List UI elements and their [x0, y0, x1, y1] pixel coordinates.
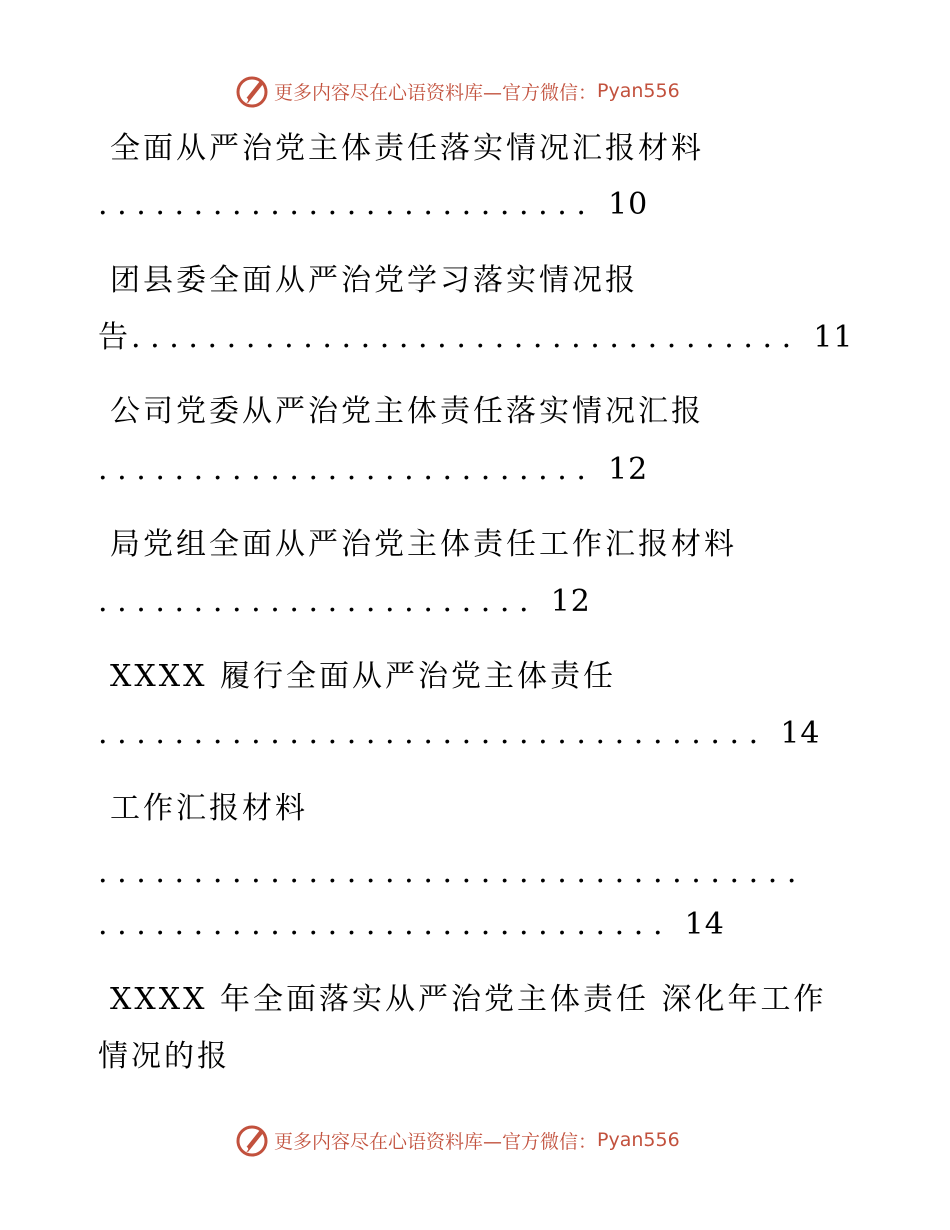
watermark-text: 更多内容尽在心语资料库—官方微信： [274, 1130, 598, 1153]
toc-page-number: 10 [608, 187, 649, 222]
toc-entry-4-title[interactable]: 局党组全面从严治党主体责任工作汇报材料 [110, 527, 737, 562]
toc-entry-6-leader-full [98, 853, 806, 893]
watermark-id: Pyan556 [597, 1129, 680, 1151]
toc-entry-1-title[interactable]: 全面从严治党主体责任落实情况汇报材料 [110, 131, 704, 166]
toc-page-number: 14 [780, 716, 821, 751]
toc-dot-leader: ..................................... [98, 855, 807, 890]
toc-entry-7-title-continuation: 情况的报 [98, 1039, 230, 1074]
watermark-text: 更多内容尽在心语资料库—官方微信： [274, 81, 598, 104]
toc-page-number: 12 [608, 452, 649, 487]
quill-pen-logo-icon [234, 1122, 270, 1158]
toc-entry-3-title[interactable]: 公司党委从严治党主体责任落实情况汇报 [110, 394, 704, 429]
toc-entry-3-leader [98, 450, 648, 490]
toc-dot-leader: ................................... [131, 320, 801, 355]
toc-page-number: 12 [550, 584, 591, 619]
toc-entry-1-leader [98, 185, 648, 225]
toc-dot-leader: .......................... [98, 452, 596, 487]
toc-entry-6-leader [98, 905, 725, 945]
toc-dot-leader: ....................... [98, 584, 539, 619]
toc-entry-5-leader [98, 714, 821, 754]
toc-dot-leader: ................................... [98, 716, 768, 751]
toc-dot-leader: .......................... [98, 187, 596, 222]
watermark-banner-bottom [234, 1120, 680, 1160]
toc-entry-2-leader [98, 318, 854, 358]
toc-entry-5-title[interactable]: XXXX 履行全面从严治党主体责任 [110, 659, 616, 694]
toc-entry-6-title[interactable]: 工作汇报材料 [110, 791, 308, 826]
toc-page-number: 14 [684, 907, 725, 942]
toc-entry-4-leader [98, 582, 591, 622]
toc-entry-2-title[interactable]: 团县委全面从严治党学习落实情况报 [110, 263, 638, 298]
toc-entry-7-title[interactable]: XXXX 年全面落实从严治党主体责任 深化年工作 [110, 982, 827, 1017]
toc-page-number: 11 [813, 320, 854, 355]
toc-title-continuation: 告 [98, 320, 131, 355]
toc-dot-leader: .............................. [98, 907, 673, 942]
watermark-id: Pyan556 [597, 80, 680, 102]
